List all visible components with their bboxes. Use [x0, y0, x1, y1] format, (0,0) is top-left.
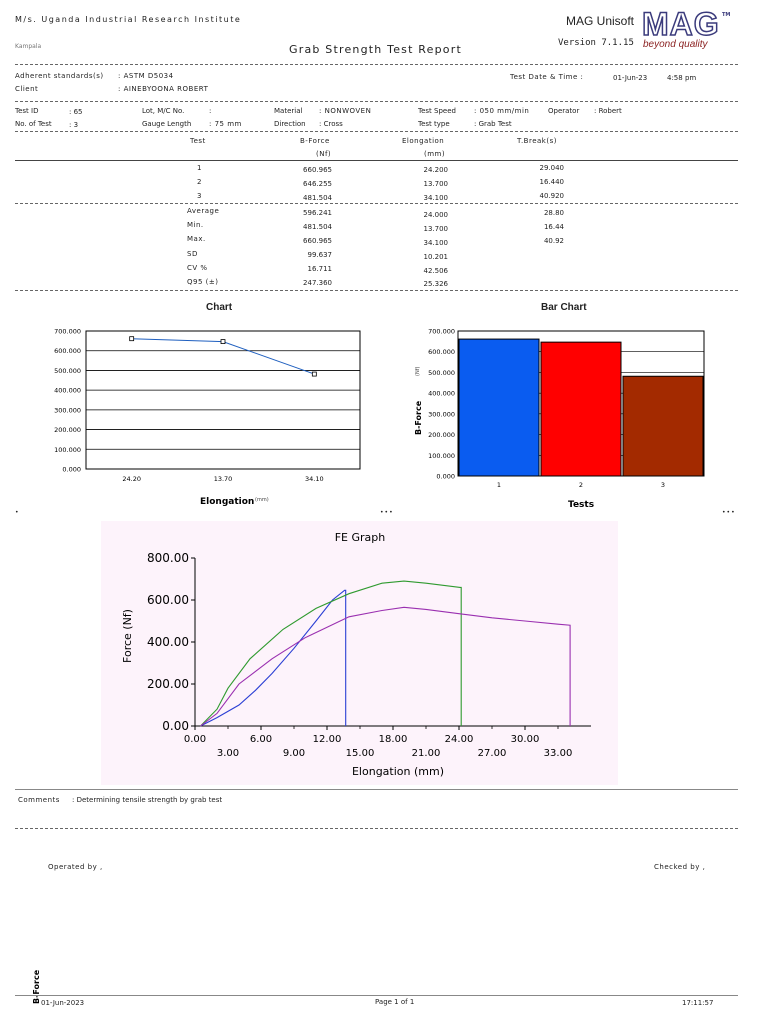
col-header-test: Test [190, 137, 206, 145]
y-tick-label: 700.000 [428, 327, 455, 336]
fe-graph-axes [195, 558, 591, 726]
stat-label: Min. [187, 221, 204, 229]
stat-elongation: 24.000 [423, 211, 448, 219]
line-chart-title: Chart [206, 302, 233, 313]
divider [15, 131, 738, 132]
x-axis-unit: (mm) [255, 497, 269, 503]
stat-bforce: 481.504 [303, 223, 332, 231]
bar-chart-y-ticks [428, 328, 455, 481]
page-number: Page 1 of 1 [375, 998, 415, 1006]
y-tick-label: 0.000 [436, 472, 455, 481]
divider [15, 203, 738, 204]
cell-bforce: 660.965 [303, 166, 332, 174]
y-tick-label: 600.000 [54, 347, 81, 356]
y-tick-label: 0.00 [162, 719, 189, 733]
data-point [130, 337, 134, 341]
stat-bforce: 99.637 [307, 251, 332, 259]
y-tick-label: 200.000 [428, 431, 455, 440]
bar-y-axis-label-group [414, 400, 423, 435]
x-tick-label: 13.70 [213, 475, 233, 483]
fe-graph [101, 521, 618, 785]
lot-value: : [209, 107, 212, 115]
plot-area [86, 331, 360, 469]
gauge-label: Gauge Length [142, 120, 192, 128]
y-tick-label: 200.00 [147, 677, 189, 691]
col-unit-bforce: (Nf) [316, 150, 332, 158]
stat-elongation: 10.201 [423, 253, 448, 261]
cell-bforce: 646.255 [303, 180, 332, 188]
x-tick-label: 18.00 [378, 734, 408, 745]
cell-tbreak: 40.920 [539, 192, 564, 200]
divider [15, 789, 738, 790]
operator-value: : Robert [594, 107, 622, 115]
mag-logo [642, 6, 732, 52]
fe-y-axis-label-group [121, 609, 134, 663]
x-axis-label: Elongation (mm) [351, 765, 445, 778]
organization-city: Kampala [15, 43, 42, 50]
x-tick-label: 30.00 [510, 734, 540, 745]
y-tick-label: 400.000 [54, 386, 81, 395]
x-tick-label: 3 [660, 481, 666, 489]
stat-tbreak: 28.80 [543, 209, 564, 217]
operator-label: Operator [548, 107, 580, 115]
material-label: Material [274, 107, 303, 115]
x-tick-label: 27.00 [477, 748, 507, 759]
direction-label: Direction [274, 120, 306, 128]
line-chart-x-ticks [122, 475, 323, 483]
y-axis-label: Force (Nf) [121, 609, 134, 663]
bar-y-axis-unit-group [415, 367, 421, 376]
stat-label: Q95 (±) [187, 278, 219, 286]
cell-test: 1 [197, 164, 202, 172]
stat-bforce: 596.241 [303, 209, 332, 217]
x-tick-label: 9.00 [282, 748, 306, 759]
x-tick-label: 2 [578, 481, 584, 489]
client-value: : AINEBYOONA ROBERT [118, 85, 209, 93]
gauge-value: : 75 mm [209, 120, 242, 128]
x-tick-label: 24.20 [122, 475, 141, 483]
y-tick-label: 100.000 [428, 451, 455, 460]
x-tick-label: 33.00 [543, 748, 573, 759]
speed-value: : 050 mm/min [474, 107, 530, 115]
separator-mark: • [15, 509, 19, 516]
data-point [221, 340, 225, 344]
stat-tbreak: 16.44 [543, 223, 564, 231]
fe-graph-series [201, 581, 571, 726]
direction-value: : Cross [319, 120, 343, 128]
y-tick-label: 300.000 [428, 410, 455, 419]
y-tick-label: 300.000 [54, 406, 81, 415]
client-label: Client [15, 85, 39, 93]
test-id-value: : 65 [69, 108, 83, 116]
lot-label: Lot, M/C No. [142, 107, 185, 115]
standards-value: : ASTM D5034 [118, 72, 174, 80]
col-unit-elongation: (mm) [424, 150, 446, 158]
y-tick-label: 0.000 [62, 465, 81, 474]
speed-label: Test Speed [418, 107, 456, 115]
divider [15, 290, 738, 291]
line-chart-y-ticks [54, 328, 81, 474]
line-chart-y-axis-label [32, 969, 41, 1004]
stat-elongation: 13.700 [423, 225, 448, 233]
test-id-label: Test ID [15, 107, 39, 115]
x-tick-label: 3.00 [216, 748, 240, 759]
separator-mark: ••• [722, 509, 736, 516]
stat-bforce: 247.360 [303, 279, 332, 287]
num-tests-value: : 3 [69, 121, 79, 129]
stat-elongation: 42.506 [423, 267, 448, 275]
x-tick-label: 0.00 [183, 734, 207, 745]
x-tick-label: 24.00 [444, 734, 474, 745]
fe-graph-x-ticks [184, 726, 572, 759]
footer-rule [15, 995, 738, 996]
bar-chart [405, 318, 735, 518]
y-tick-label: 800.00 [147, 551, 189, 565]
x-tick-label: 15.00 [345, 748, 375, 759]
x-tick-label: 6.00 [249, 734, 273, 745]
stat-label: Max. [187, 235, 206, 243]
software-version: Version 7.1.15 [558, 38, 634, 48]
type-label: Test type [418, 120, 450, 128]
divider [15, 64, 738, 65]
y-tick-label: 200.000 [54, 426, 81, 435]
y-tick-label: 400.000 [428, 389, 455, 398]
divider [15, 828, 738, 829]
divider [15, 101, 738, 102]
fe-graph-title: FE Graph [334, 531, 386, 544]
vendor-name: MAG Unisoft [566, 14, 635, 28]
col-header-elongation: Elongation [402, 137, 445, 145]
cell-elongation: 34.100 [423, 194, 448, 202]
fe-curve-3 [201, 607, 571, 726]
bar [459, 339, 539, 476]
operated-by: Operated by , [48, 863, 103, 871]
x-tick-label: 34.10 [305, 475, 324, 483]
y-axis-label: B-Force [414, 400, 423, 435]
report-title: Grab Strength Test Report [289, 43, 462, 56]
material-value: : NONWOVEN [319, 107, 372, 115]
bar [623, 376, 703, 476]
col-header-bforce: B-Force [300, 137, 330, 145]
cell-elongation: 13.700 [423, 180, 448, 188]
col-header-tbreak: T.Break(s) [517, 137, 557, 145]
datetime-label: Test Date & Time : [510, 73, 584, 81]
x-tick-label: 12.00 [312, 734, 342, 745]
cell-bforce: 481.504 [303, 194, 332, 202]
stat-elongation: 34.100 [423, 239, 448, 247]
y-tick-label: 600.000 [428, 348, 455, 357]
standards-label: Adherent standards(s) [15, 72, 104, 80]
y-tick-label: 500.000 [54, 366, 81, 375]
y-axis-label: B-Force [32, 969, 41, 1004]
num-tests-label: No. of Test [15, 120, 52, 128]
x-tick-label: 1 [496, 481, 502, 489]
y-tick-label: 600.00 [147, 593, 189, 607]
logo-trademark: TM [722, 12, 731, 18]
cell-test: 2 [197, 178, 202, 186]
y-tick-label: 400.00 [147, 635, 189, 649]
stat-bforce: 660.965 [303, 237, 332, 245]
bar-chart-x-ticks [497, 481, 665, 489]
comments-label: Comments [18, 796, 60, 804]
cell-tbreak: 29.040 [539, 164, 564, 172]
footer-date: 01-Jun-2023 [41, 999, 85, 1007]
separator-mark: ••• [380, 509, 394, 516]
stat-label: CV % [187, 264, 208, 272]
x-tick-label: 21.00 [411, 748, 441, 759]
test-time: 4:58 pm [667, 74, 697, 82]
x-axis-label: Tests [568, 500, 595, 510]
organization-name: M/s. Uganda Industrial Research Institute [15, 15, 242, 24]
x-axis-label: Elongation [200, 497, 255, 507]
footer-time: 17:11:57 [682, 999, 714, 1007]
logo-mark: MAG [642, 6, 720, 42]
bar-chart-title: Bar Chart [541, 302, 587, 313]
y-tick-label: 500.000 [428, 368, 455, 377]
cell-test: 3 [197, 192, 202, 200]
stat-label: Average [187, 207, 220, 215]
stat-tbreak: 40.92 [543, 237, 564, 245]
table-rule [15, 160, 738, 161]
y-axis-unit: (Nf) [415, 366, 421, 376]
y-tick-label: 100.000 [54, 445, 81, 454]
data-point [312, 372, 316, 376]
test-date: 01-Jun-23 [613, 74, 648, 82]
fe-graph-y-ticks [147, 551, 195, 733]
cell-elongation: 24.200 [423, 166, 448, 174]
bar [541, 342, 621, 476]
checked-by: Checked by , [654, 863, 706, 871]
stat-bforce: 16.711 [307, 265, 332, 273]
comments-value: : Determining tensile strength by grab test [72, 796, 223, 804]
type-value: : Grab Test [474, 120, 512, 128]
logo-tagline: beyond quality [643, 39, 708, 50]
y-tick-label: 700.000 [54, 327, 81, 336]
stat-elongation: 25.326 [423, 280, 448, 288]
line-chart-grid [86, 331, 360, 469]
stat-label: SD [187, 250, 198, 258]
cell-tbreak: 16.440 [539, 178, 564, 186]
